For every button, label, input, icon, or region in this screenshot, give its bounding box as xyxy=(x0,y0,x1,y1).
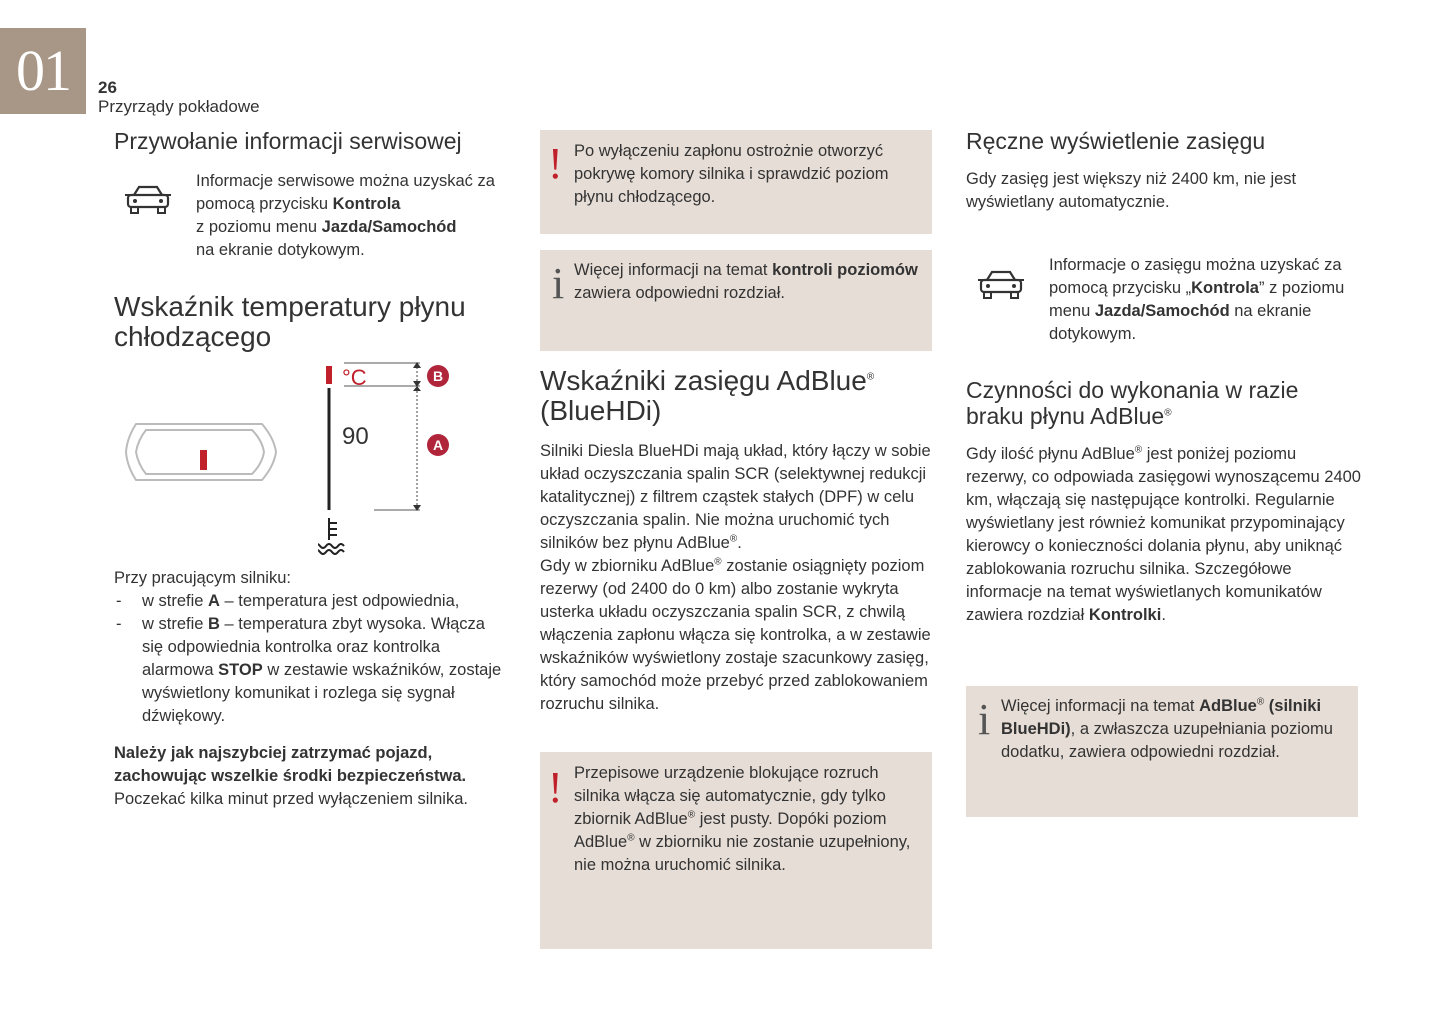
adblue-description xyxy=(540,440,932,716)
svg-text:B: B xyxy=(432,368,444,384)
adblue-heading: Wskaźniki zasięgu AdBlue® (BlueHDi) xyxy=(540,365,875,426)
info-icon: i xyxy=(552,259,565,308)
service-heading: Przywołanie informacji serwisowej xyxy=(114,128,462,154)
section-title: Przyrządy pokładowe xyxy=(98,97,260,116)
gauge-unit-label: °C xyxy=(342,365,367,390)
warning-text: Po wyłączeniu zapłonu ostrożnie otworzyć pokrywę komory silnika i sprawdzić poziom płynu chłodzącego. xyxy=(574,142,889,206)
info-icon: i xyxy=(978,695,991,744)
car-icon xyxy=(977,268,1025,302)
info-text: Więcej informacji na temat AdBlue® (silniki BlueHDi), a zwłaszcza uzupełniania poziomu dodatku, zawiera odpowiedni rozdział. xyxy=(1001,696,1333,761)
info-box-adblue xyxy=(966,686,1358,817)
chapter-number: 01 xyxy=(0,28,86,114)
instrument-cluster-illustration xyxy=(124,418,279,486)
service-info-text: Informacje serwisowe można uzyskać za pomocą przycisku Kontrola z poziomu menu Jazda/Samochód na ekranie dotykowym. xyxy=(196,172,495,259)
range-info-text: Informacje o zasięgu można uzyskać za pomocą przycisku „Kontrola” z poziomu menu Jazda/Samochód na ekranie dotykowym. xyxy=(1049,256,1345,343)
exclamation-icon: ! xyxy=(548,139,563,188)
page-number: 26 xyxy=(98,78,117,97)
warning-box-adblue xyxy=(540,752,932,949)
range-heading: Ręczne wyświetlenie zasięgu xyxy=(966,128,1266,154)
coolant-temperature-icon xyxy=(318,518,344,554)
paragraph: Gdy w zbiorniku AdBlue® zostanie osiągnięty poziom rezerwy (od 2400 do 0 km) albo zostanie wykryta usterka układu oczyszczania spalin SCR, z chwilą włączenia zapłonu włącza się kontrolka, a w zestawie wskaźników wyświetlony zostaje szacunkowy zasięg, który samochód może przebyć przed zablokowaniem rozruchu silnika. xyxy=(540,556,931,713)
temperature-heading: Wskaźnik temperatury płynu chłodzącego xyxy=(114,291,466,352)
range-text: Gdy zasięg jest większy niż 2400 km, nie jest wyświetlany automatycznie. xyxy=(966,170,1297,211)
gauge-value-label: 90 xyxy=(342,423,369,450)
actions-text: Gdy ilość płynu AdBlue® jest poniżej poziomu rezerwy, co odpowiada zasięgowi wynoszącemu 2400 km, włączają się następujące kontrolki. Regularnie wyświetlany jest również komunikat przypominający kierowcy o konieczności dolania płynu, aby uniknąć zablokowania rozruchu silnika. Szczegółowe informacje na temat wyświetlanych komunikatów zawiera rozdział Kontrolki. xyxy=(966,444,1361,624)
running-engine-section xyxy=(114,567,504,728)
info-box-levels xyxy=(540,250,932,351)
car-icon xyxy=(124,183,172,217)
svg-text:A: A xyxy=(432,437,444,453)
list-item-zone-b: - w strefie B – temperatura zbyt wysoka. Włącza się odpowiednia kontrolka oraz kontrolka alarmowa STOP w zestawie wskaźników, zostaje wyświetlony komunikat i rozlega się sygnał dźwiękowy. xyxy=(114,613,504,728)
running-intro: Przy pracującym silniku: xyxy=(114,569,291,587)
gauge-needle-thumbnail xyxy=(200,450,207,470)
red-zone-bar xyxy=(326,366,332,384)
actions-heading: Czynności do wykonania w razie braku płynu AdBlue® xyxy=(966,377,1299,429)
exclamation-icon: ! xyxy=(548,763,563,812)
paragraph: Silniki Diesla BlueHDi mają układ, który łączy w sobie układ oczyszczania spalin SCR (selektywnej redukcji katalitycznej) z filtrem cząstek stałych (DPF) w celu oczyszczania spalin. Nie można uruchomić tych silników bez płynu AdBlue®. xyxy=(540,442,931,552)
warning-text: Przepisowe urządzenie blokujące rozruch silnika włącza się automatycznie, gdy tylko zbiornik AdBlue® jest pusty. Dopóki poziom AdBlue® w zbiorniku nie zostanie uzupełniony, nie można uruchomić silnika. xyxy=(574,764,911,874)
coolant-gauge-detail xyxy=(318,358,458,558)
info-text: Więcej informacji na temat kontroli poziomów zawiera odpowiedni rozdział. xyxy=(574,261,918,302)
list-item-zone-a: - w strefie A – temperatura jest odpowiednia, xyxy=(114,590,504,613)
warning-box-coolant xyxy=(540,130,932,234)
stop-instruction: Należy jak najszybciej zatrzymać pojazd, zachowując wszelkie środki bezpieczeństwa. Poczekać kilka minut przed wyłączeniem silnika. xyxy=(114,744,468,808)
